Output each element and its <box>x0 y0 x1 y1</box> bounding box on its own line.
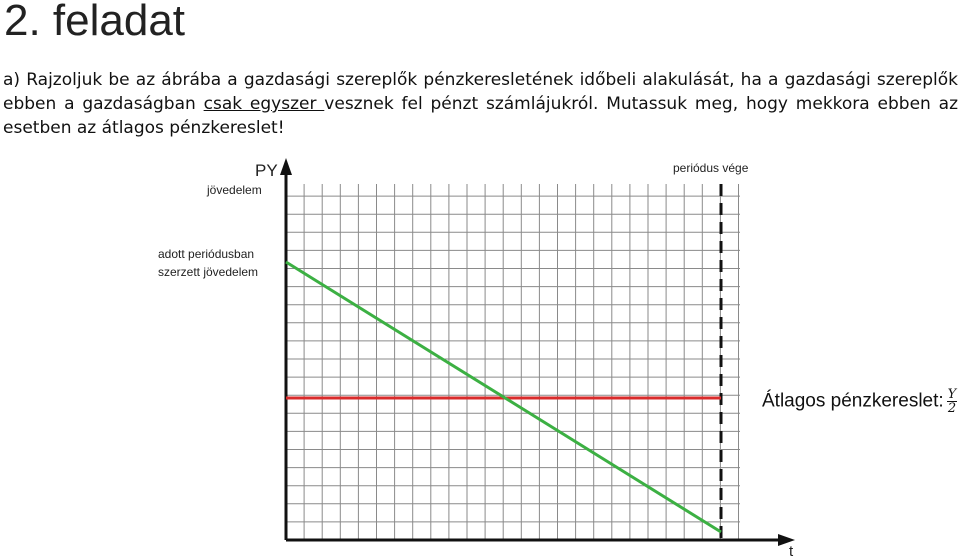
y-axis-arrow <box>280 158 292 175</box>
grid <box>286 184 740 540</box>
average-money-demand-label <box>762 388 957 415</box>
income-label-line1: adott periódusban <box>158 247 255 261</box>
task-text-part1: a) Rajzoljuk be az ábrába a gazdasági szereplők pénzkeresletének időbeli alakulását, ha a gazdasági szereplők ebben a gazdaságban <box>3 70 958 114</box>
income-label-line2: szerzett jövedelem <box>158 265 259 279</box>
y-axis-sublabel: jövedelem <box>207 183 262 197</box>
task-text-part2: vesznek fel pénzt számlájukról. Mutassuk meg, hogy mekkora ebben az esetben az átlagos pénzkereslet! <box>3 94 959 138</box>
x-axis-label: t <box>789 543 794 559</box>
fraction-numerator: Y <box>947 387 957 402</box>
y-axis-label: PY <box>255 161 278 180</box>
fraction-denominator: 2 <box>947 401 957 416</box>
task-text-underlined: csak egyszer <box>203 94 325 114</box>
average-label-text: Átlagos pénzkereslet: <box>762 390 944 412</box>
page-title: 2. feladat <box>4 0 186 45</box>
average-fraction <box>947 388 958 415</box>
period-end-label: periódus vége <box>673 161 749 175</box>
